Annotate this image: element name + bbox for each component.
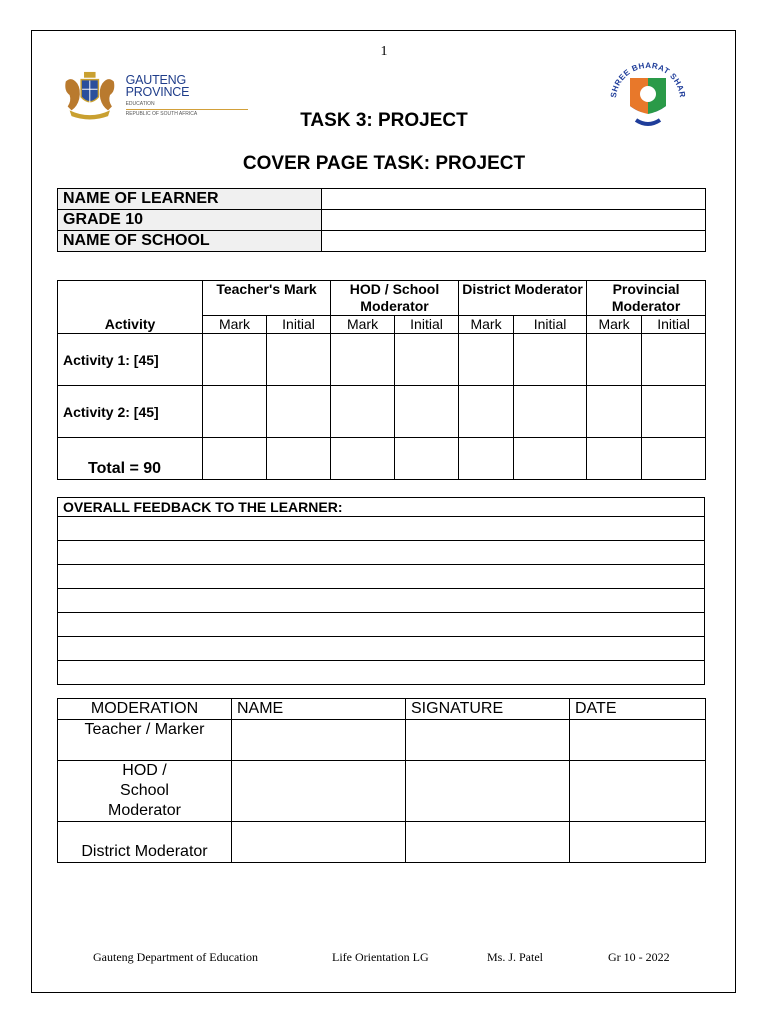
district-moderator-label: District Moderator [58,822,232,863]
initial-cell[interactable] [642,438,706,480]
mark-cell[interactable] [587,386,642,438]
mark-cell[interactable] [331,334,395,386]
initial-cell[interactable] [267,438,331,480]
activity-1-label: Activity 1: [45] [58,334,203,386]
name-header: NAME [232,699,406,720]
feedback-line[interactable] [58,637,705,661]
mark-subheader: Mark [587,316,642,334]
provincial-moderator-header: Provincial Moderator [587,281,706,316]
initial-cell[interactable] [642,386,706,438]
initial-cell[interactable] [642,334,706,386]
district-moderator-header: District Moderator [459,281,587,316]
activity-2-row [58,386,706,438]
feedback-line[interactable] [58,517,705,541]
activity-2-label: Activity 2: [45] [58,386,203,438]
marks-table [57,280,706,480]
name-cell[interactable] [232,822,406,863]
feedback-header: OVERALL FEEDBACK TO THE LEARNER: [58,498,705,517]
date-cell[interactable] [570,761,706,822]
signature-cell[interactable] [406,822,570,863]
footer-grade-year: Gr 10 - 2022 [608,950,670,964]
initial-cell[interactable] [395,334,459,386]
total-row [58,438,706,480]
signature-header: SIGNATURE [406,699,570,720]
feedback-line[interactable] [58,661,705,685]
teachers-mark-header: Teacher's Mark [203,281,331,316]
name-cell[interactable] [232,761,406,822]
signature-cell[interactable] [406,761,570,822]
mark-cell[interactable] [331,438,395,480]
moderation-table [57,698,706,863]
signature-cell[interactable] [406,720,570,761]
school-name-field[interactable] [322,231,706,252]
marks-header-row [58,281,706,316]
initial-subheader: Initial [267,316,331,334]
feedback-line[interactable] [58,541,705,565]
page-subtitle: COVER PAGE TASK: PROJECT [242,153,526,174]
moderation-header-row [58,699,706,720]
feedback-line[interactable] [58,565,705,589]
school-arc-text: SHREE BHARAT SHAR [609,60,688,99]
initial-cell[interactable] [267,334,331,386]
mark-cell[interactable] [203,334,267,386]
date-header: DATE [570,699,706,720]
province-name: GAUTENG PROVINCE [125,72,190,99]
date-cell[interactable] [570,822,706,863]
grade-row [58,210,706,231]
hod-moderator-row [58,761,706,822]
initial-cell[interactable] [395,386,459,438]
page-number: 1 [380,44,388,59]
footer-subject: Life Orientation LG [332,950,429,964]
hod-moderator-header: HOD / School Moderator [331,281,459,316]
learner-name-row [58,189,706,210]
hod-moderator-label: HOD / School Moderator [58,761,232,822]
teacher-marker-row [58,720,706,761]
initial-cell[interactable] [514,334,587,386]
mark-subheader: Mark [459,316,514,334]
initial-subheader: Initial [514,316,587,334]
mark-cell[interactable] [459,334,514,386]
initial-subheader: Initial [395,316,459,334]
initial-cell[interactable] [395,438,459,480]
school-row [58,231,706,252]
feedback-table [57,497,705,685]
mark-cell[interactable] [459,386,514,438]
feedback-header-row [58,498,705,517]
learner-info-table [57,188,706,252]
activity-1-row [58,334,706,386]
province-sub2: REPUBLIC OF SOUTH AFRICA [126,109,248,117]
mark-subheader: Mark [203,316,267,334]
initial-subheader: Initial [642,316,706,334]
district-moderator-row [58,822,706,863]
total-label: Total = 90 [58,438,203,480]
initial-cell[interactable] [267,386,331,438]
mark-cell[interactable] [203,386,267,438]
initial-cell[interactable] [514,438,587,480]
mark-cell[interactable] [203,438,267,480]
initial-cell[interactable] [514,386,587,438]
grade-label: GRADE 10 [58,210,322,231]
moderation-header: MODERATION [58,699,232,720]
mark-cell[interactable] [459,438,514,480]
province-sub1: EDUCATION [125,100,155,107]
date-cell[interactable] [570,720,706,761]
mark-cell[interactable] [331,386,395,438]
mark-cell[interactable] [587,334,642,386]
feedback-line[interactable] [58,589,705,613]
feedback-line[interactable] [58,613,705,637]
learner-name-label: NAME OF LEARNER [58,189,322,210]
learner-name-field[interactable] [322,189,706,210]
page-title: TASK 3: PROJECT [300,110,468,131]
activity-header: Activity [58,281,203,334]
name-cell[interactable] [232,720,406,761]
school-name-label: NAME OF SCHOOL [58,231,322,252]
mark-subheader: Mark [331,316,395,334]
mark-cell[interactable] [587,438,642,480]
teacher-marker-label: Teacher / Marker [58,720,232,761]
grade-field[interactable] [322,210,706,231]
footer-teacher: Ms. J. Patel [487,950,544,964]
footer-department: Gauteng Department of Education [93,950,258,964]
